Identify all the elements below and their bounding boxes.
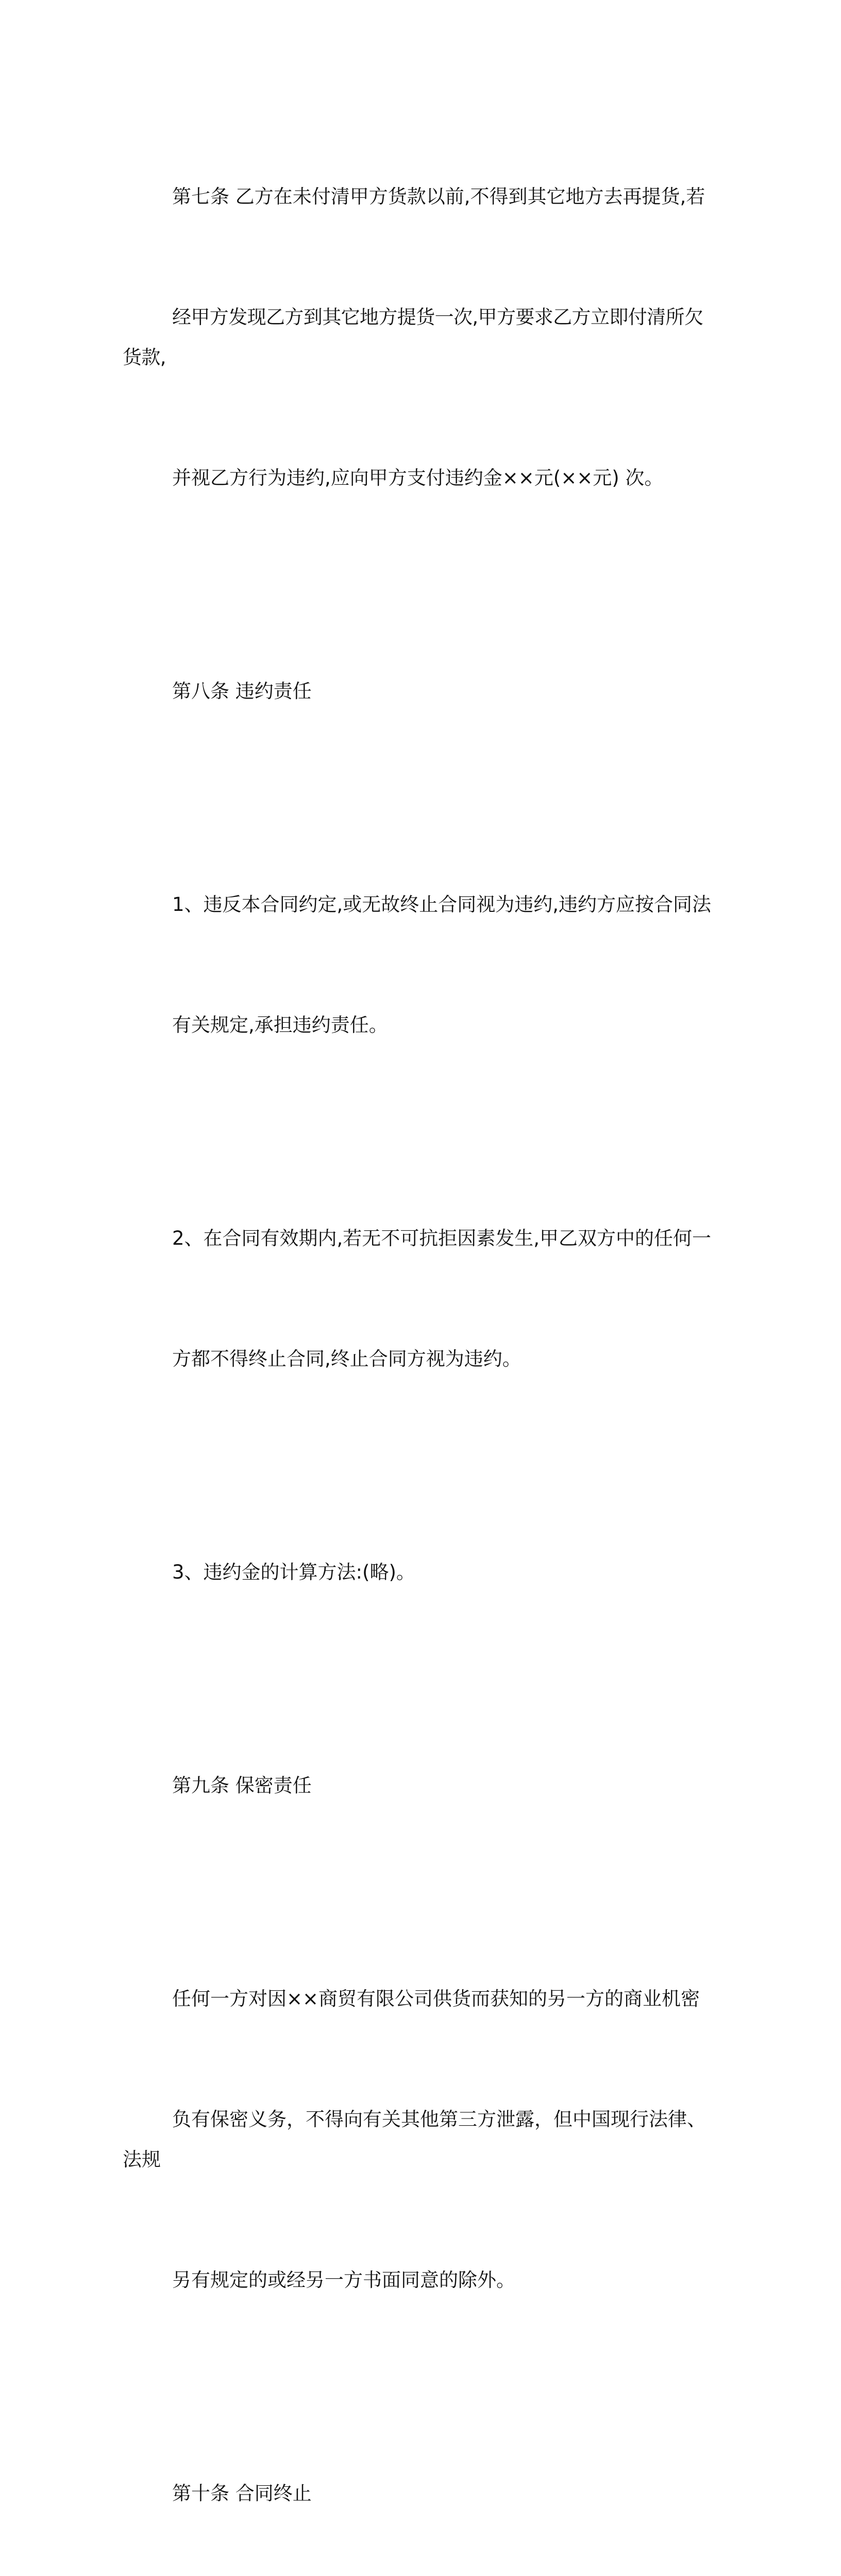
article-9-heading bbox=[123, 1685, 720, 1886]
text-line: 1、违反本合同约定,或无故终止合同视为违约,违约方应按合同法 bbox=[172, 893, 712, 916]
text-line: 第七条 乙方在未付清甲方货款以前,不得到其它地方去再提货,若 bbox=[172, 185, 705, 208]
text-line: 2、在合同有效期内,若无不可抗拒因素发生,甲乙双方中的任何一 bbox=[172, 1227, 712, 1249]
text-line: 3、违约金的计算方法:(略)。 bbox=[172, 1561, 415, 1583]
text-line: 负有保密义务，不得向有关其他第三方泄露，但中国现行法律、法规 bbox=[123, 2108, 706, 2171]
article-8-item-1 bbox=[123, 804, 720, 1126]
section-title: 第十条 合同终止 bbox=[172, 2482, 312, 2504]
section-title: 第九条 保密责任 bbox=[172, 1774, 312, 1797]
article-9-body bbox=[123, 1899, 720, 2381]
text-line: 方都不得终止合同,终止合同方视为违约。 bbox=[172, 1348, 522, 1370]
article-8-heading bbox=[123, 591, 720, 792]
section-title: 第八条 违约责任 bbox=[172, 680, 312, 702]
article-10-heading bbox=[123, 2393, 720, 2576]
text-line: 有关规定,承担违约责任。 bbox=[172, 1014, 388, 1036]
text-line: 并视乙方行为违约,应向甲方支付违约金××元(××元) 次。 bbox=[172, 467, 664, 489]
article-7-paragraph bbox=[123, 96, 720, 579]
document-body bbox=[123, 96, 720, 2576]
article-8-item-2 bbox=[123, 1138, 720, 1460]
text-line: 任何一方对因××商贸有限公司供货而获知的另一方的商业机密 bbox=[172, 1988, 700, 2010]
text-line: 另有规定的或经另一方书面同意的除外。 bbox=[172, 2269, 515, 2291]
article-8-item-3 bbox=[123, 1472, 720, 1673]
text-line: 经甲方发现乙方到其它地方提货一次,甲方要求乙方立即付清所欠货款, bbox=[123, 306, 703, 368]
